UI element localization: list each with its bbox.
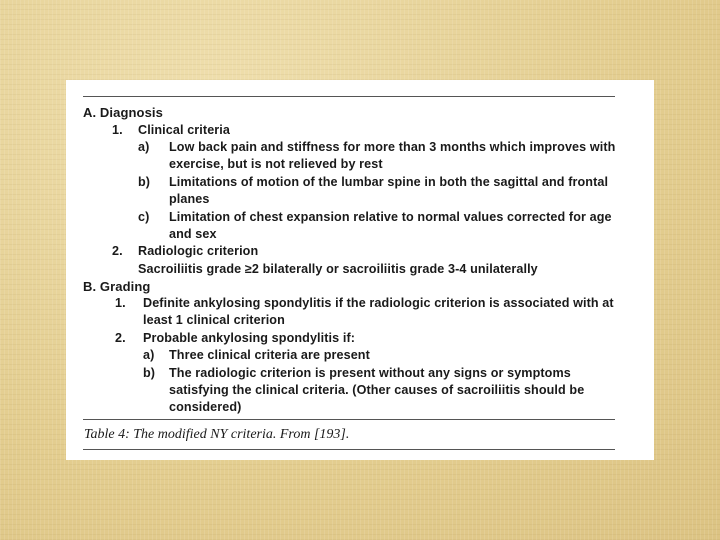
a1-number: 1. <box>112 123 123 137</box>
middle-rule <box>83 419 615 420</box>
a2-number: 2. <box>112 244 123 258</box>
a1b-letter: b) <box>138 175 151 189</box>
b1-line2: least 1 clinical criterion <box>143 313 285 327</box>
b2a-text: Three clinical criteria are present <box>169 348 370 362</box>
b2-text: Probable ankylosing spondylitis if: <box>143 331 356 345</box>
b2-number: 2. <box>115 331 126 345</box>
a1c-line1: Limitation of chest expansion relative to normal values corrected for age <box>169 210 612 224</box>
a1a-line1: Low back pain and stiffness for more than 3 months which improves with <box>169 140 616 154</box>
table-caption: Table 4: The modified NY criteria. From [193]. <box>84 427 350 442</box>
a1b-line2: planes <box>169 192 210 206</box>
criteria-table-panel <box>66 80 654 460</box>
a1c-line2: and sex <box>169 227 217 241</box>
section-b-heading: B. Grading <box>83 279 151 294</box>
b1-line1: Definite ankylosing spondylitis if the radiologic criterion is associated with at <box>143 296 614 310</box>
bottom-rule <box>83 449 615 450</box>
a1-text: Clinical criteria <box>138 123 230 137</box>
section-a-heading: A. Diagnosis <box>83 105 163 120</box>
a1a-letter: a) <box>138 140 150 154</box>
b2a-letter: a) <box>143 348 155 362</box>
b1-number: 1. <box>115 296 126 310</box>
a1a-line2: exercise, but is not relieved by rest <box>169 157 383 171</box>
a1b-line1: Limitations of motion of the lumbar spine in both the sagittal and frontal <box>169 175 609 189</box>
b2b-letter: b) <box>143 366 156 380</box>
b2b-line1: The radiologic criterion is present without any signs or symptoms <box>169 366 571 380</box>
a2-detail: Sacroiliitis grade ≥2 bilaterally or sacroiliitis grade 3-4 unilaterally <box>138 262 538 276</box>
a2-text: Radiologic criterion <box>138 244 259 258</box>
top-rule <box>83 96 615 97</box>
a1c-letter: c) <box>138 210 150 224</box>
b2b-line3: considered) <box>169 400 242 414</box>
b2b-line2: satisfying the clinical criteria. (Other causes of sacroiliitis should be <box>169 383 585 397</box>
